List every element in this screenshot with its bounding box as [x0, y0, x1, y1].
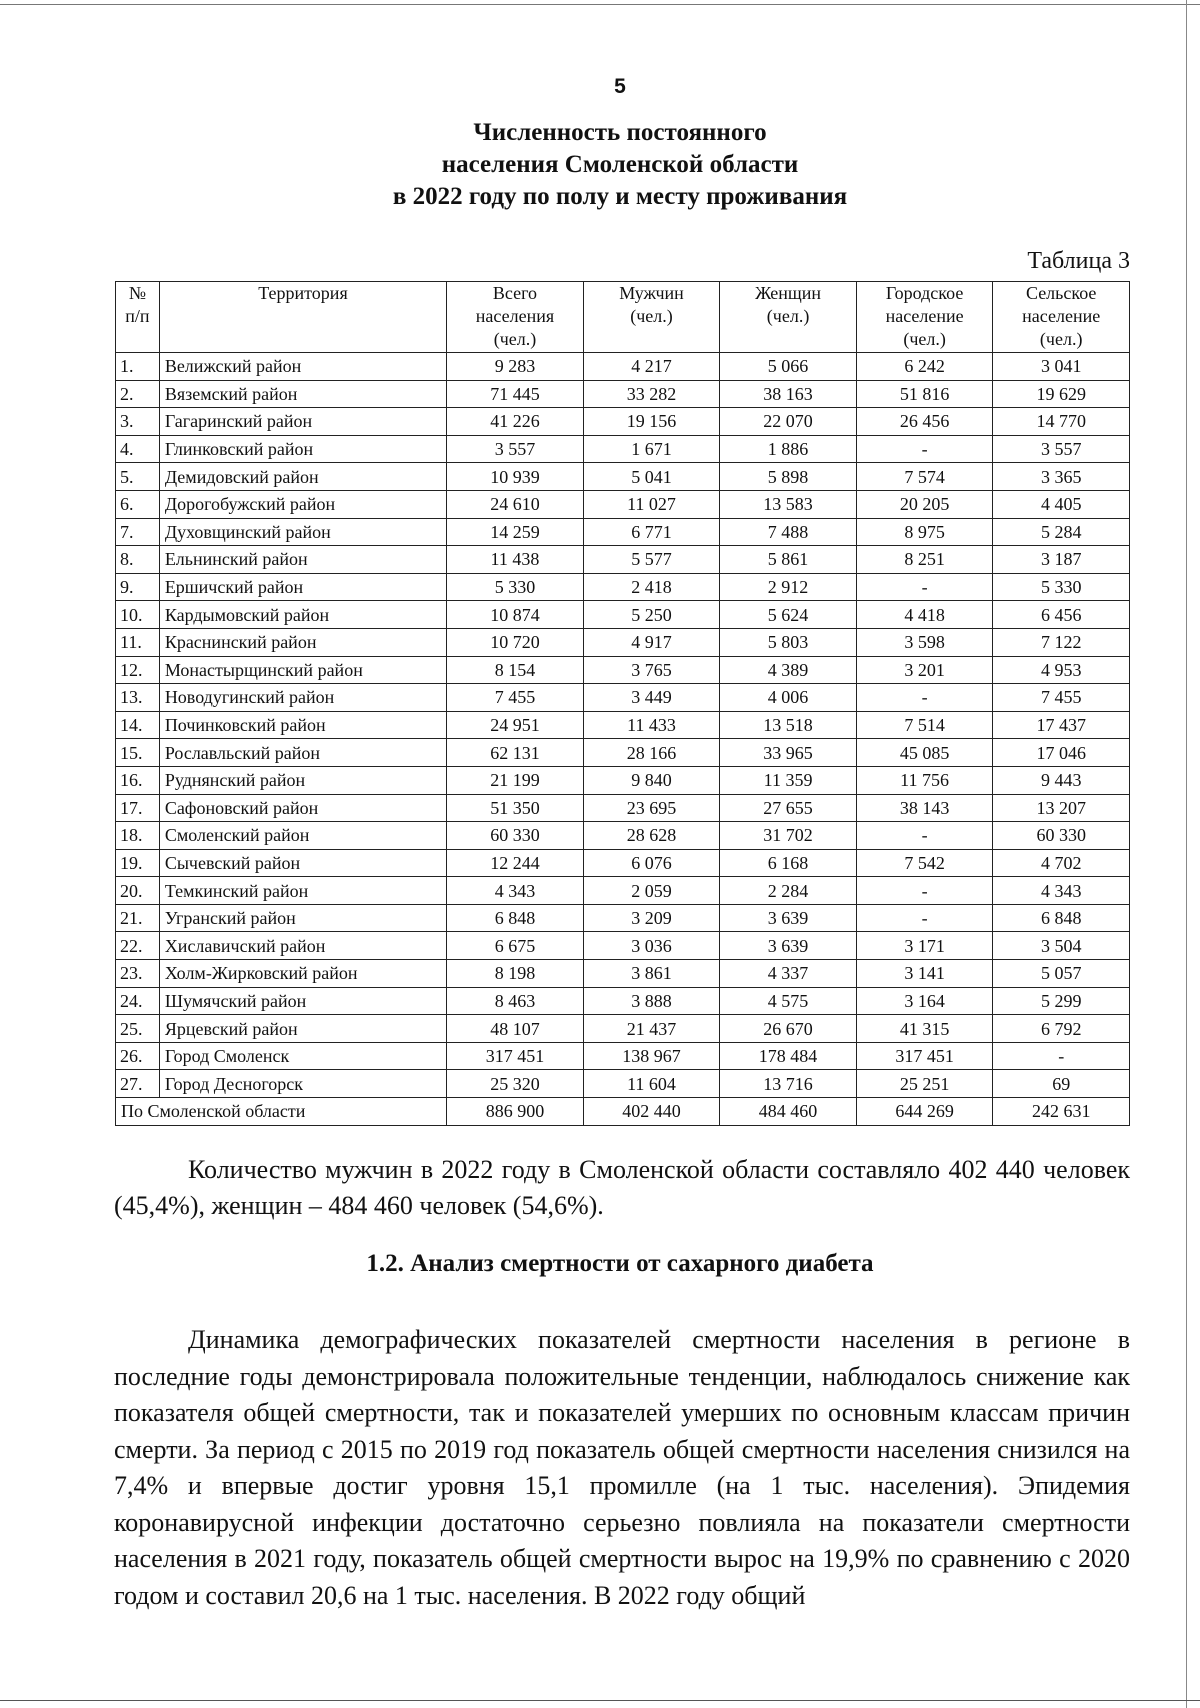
cell-value: 2 418: [583, 573, 720, 601]
territory-name: Смоленский район: [159, 822, 446, 850]
header-text: население: [1022, 306, 1101, 326]
territory-name: Вяземский район: [159, 380, 446, 408]
header-text: населения: [475, 306, 555, 326]
row-number: 22.: [116, 932, 160, 960]
scan-right-edge: [1186, 0, 1187, 1708]
header-text: Всего: [492, 283, 538, 303]
cell-value: 6 848: [447, 904, 584, 932]
cell-value: 6 675: [447, 932, 584, 960]
total-label: По Смоленской области: [116, 1098, 447, 1126]
table-row: [116, 932, 1130, 960]
cell-value: 5 861: [720, 546, 857, 574]
territory-name: Сычевский район: [159, 849, 446, 877]
cell-value: 178 484: [720, 1042, 857, 1070]
cell-value: 5 803: [720, 628, 857, 656]
cell-value: 5 250: [583, 601, 720, 629]
territory-name: Починковский район: [159, 711, 446, 739]
territory-name: Шумячский район: [159, 987, 446, 1015]
header-rural: [993, 282, 1130, 353]
cell-value: 5 577: [583, 546, 720, 574]
header-territory: [159, 282, 446, 353]
total-value: 886 900: [447, 1098, 584, 1126]
territory-name: Глинковский район: [159, 435, 446, 463]
cell-value: -: [856, 822, 993, 850]
title-line: населения Смоленской области: [441, 151, 799, 178]
row-number: 11.: [116, 628, 160, 656]
cell-value: 19 629: [993, 380, 1130, 408]
cell-value: 4 343: [993, 877, 1130, 905]
table-row: [116, 1015, 1130, 1043]
header-text: №: [128, 283, 146, 303]
header-men: [583, 282, 720, 353]
cell-value: 1 886: [720, 435, 857, 463]
cell-value: 27 655: [720, 794, 857, 822]
cell-value: 4 405: [993, 490, 1130, 518]
cell-value: 7 455: [447, 684, 584, 712]
table-row: [116, 766, 1130, 794]
cell-value: 9 443: [993, 766, 1130, 794]
table-row: [116, 656, 1130, 684]
cell-value: 11 604: [583, 1070, 720, 1098]
cell-value: 3 041: [993, 353, 1130, 381]
cell-value: 51 816: [856, 380, 993, 408]
table-row: [116, 463, 1130, 491]
header-text: (чел.): [903, 329, 946, 349]
table-row: [116, 490, 1130, 518]
table-row: [116, 822, 1130, 850]
cell-value: 3 598: [856, 628, 993, 656]
table-row: [116, 739, 1130, 767]
cell-value: 21 437: [583, 1015, 720, 1043]
cell-value: 24 951: [447, 711, 584, 739]
row-number: 7.: [116, 518, 160, 546]
territory-name: Духовщинский район: [159, 518, 446, 546]
territory-name: Новодугинский район: [159, 684, 446, 712]
page-number: 5: [614, 75, 626, 98]
cell-value: 6 168: [720, 849, 857, 877]
row-number: 20.: [116, 877, 160, 905]
title-line: в 2022 году по полу и месту проживания: [392, 183, 848, 210]
territory-name: Демидовский район: [159, 463, 446, 491]
cell-value: 3 861: [583, 960, 720, 988]
cell-value: -: [856, 435, 993, 463]
cell-value: 3 141: [856, 960, 993, 988]
table-body: [116, 353, 1130, 1098]
table-title: [0, 117, 1200, 213]
cell-value: 13 716: [720, 1070, 857, 1098]
row-number: 26.: [116, 1042, 160, 1070]
cell-value: 14 259: [447, 518, 584, 546]
cell-value: 8 198: [447, 960, 584, 988]
cell-value: 10 874: [447, 601, 584, 629]
row-number: 13.: [116, 684, 160, 712]
row-number: 6.: [116, 490, 160, 518]
cell-value: 10 939: [447, 463, 584, 491]
cell-value: 3 449: [583, 684, 720, 712]
section-heading: 1.2. Анализ смертности от сахарного диабета: [366, 1250, 874, 1277]
table-caption: Таблица 3: [1027, 248, 1130, 274]
territory-name: Монастырщинский район: [159, 656, 446, 684]
cell-value: 1 671: [583, 435, 720, 463]
cell-value: 23 695: [583, 794, 720, 822]
cell-value: 317 451: [447, 1042, 584, 1070]
cell-value: -: [856, 877, 993, 905]
cell-value: 20 205: [856, 490, 993, 518]
table-row: [116, 546, 1130, 574]
cell-value: 4 575: [720, 987, 857, 1015]
cell-value: 41 226: [447, 408, 584, 436]
total-value: 484 460: [720, 1098, 857, 1126]
cell-value: 26 456: [856, 408, 993, 436]
header-num: [116, 282, 160, 353]
scan-bottom-edge: [0, 1700, 1200, 1701]
row-number: 27.: [116, 1070, 160, 1098]
cell-value: 9 840: [583, 766, 720, 794]
cell-value: 2 912: [720, 573, 857, 601]
cell-value: 8 251: [856, 546, 993, 574]
cell-value: 7 574: [856, 463, 993, 491]
table-row: [116, 353, 1130, 381]
cell-value: -: [856, 573, 993, 601]
territory-name: Рославльский район: [159, 739, 446, 767]
cell-value: 5 330: [993, 573, 1130, 601]
territory-name: Ельнинский район: [159, 546, 446, 574]
row-number: 15.: [116, 739, 160, 767]
header-text: (чел.): [766, 306, 810, 326]
cell-value: 6 771: [583, 518, 720, 546]
territory-name: Руднянский район: [159, 766, 446, 794]
cell-value: 51 350: [447, 794, 584, 822]
row-number: 4.: [116, 435, 160, 463]
cell-value: 6 242: [856, 353, 993, 381]
territory-name: Дорогобужский район: [159, 490, 446, 518]
cell-value: 48 107: [447, 1015, 584, 1043]
cell-value: 25 251: [856, 1070, 993, 1098]
cell-value: 9 283: [447, 353, 584, 381]
header-text: Сельское: [1025, 283, 1097, 303]
header-text: Городское: [885, 283, 964, 303]
table-header-row: [116, 282, 1130, 353]
cell-value: 17 437: [993, 711, 1130, 739]
cell-value: 11 359: [720, 766, 857, 794]
table-row: [116, 794, 1130, 822]
cell-value: 7 488: [720, 518, 857, 546]
row-number: 21.: [116, 904, 160, 932]
cell-value: 6 792: [993, 1015, 1130, 1043]
population-table: [115, 281, 1130, 1126]
cell-value: 3 201: [856, 656, 993, 684]
row-number: 5.: [116, 463, 160, 491]
cell-value: 12 244: [447, 849, 584, 877]
cell-value: 13 207: [993, 794, 1130, 822]
header-total: [447, 282, 584, 353]
cell-value: 7 455: [993, 684, 1130, 712]
row-number: 9.: [116, 573, 160, 601]
cell-value: 33 965: [720, 739, 857, 767]
cell-value: 6 076: [583, 849, 720, 877]
cell-value: 11 433: [583, 711, 720, 739]
territory-name: Краснинский район: [159, 628, 446, 656]
table-row: [116, 408, 1130, 436]
cell-value: 2 059: [583, 877, 720, 905]
cell-value: 24 610: [447, 490, 584, 518]
cell-value: 25 320: [447, 1070, 584, 1098]
territory-name: Ярцевский район: [159, 1015, 446, 1043]
cell-value: -: [856, 684, 993, 712]
row-number: 24.: [116, 987, 160, 1015]
table-row: [116, 877, 1130, 905]
paragraph-gender-summary: [114, 1152, 1130, 1224]
cell-value: 5 041: [583, 463, 720, 491]
cell-value: 5 624: [720, 601, 857, 629]
cell-value: 4 917: [583, 628, 720, 656]
cell-value: 28 628: [583, 822, 720, 850]
cell-value: 28 166: [583, 739, 720, 767]
territory-name: Холм-Жирковский район: [159, 960, 446, 988]
cell-value: 5 299: [993, 987, 1130, 1015]
cell-value: 33 282: [583, 380, 720, 408]
title-line: Численность постоянного: [473, 119, 767, 146]
cell-value: 5 330: [447, 573, 584, 601]
cell-value: 21 199: [447, 766, 584, 794]
cell-value: 4 389: [720, 656, 857, 684]
cell-value: 8 463: [447, 987, 584, 1015]
territory-name: Город Смоленск: [159, 1042, 446, 1070]
header-text: население: [885, 306, 964, 326]
table-row: [116, 380, 1130, 408]
table-row: [116, 573, 1130, 601]
cell-value: 3 557: [447, 435, 584, 463]
table-total-row: [116, 1098, 1130, 1126]
header-urban: [856, 282, 993, 353]
header-text: (чел.): [1039, 329, 1083, 349]
paragraph-text: Количество мужчин в 2022 году в Смоленской области составляло 402 440 человек (45,4%), женщин – 484 460 человек (54,6%).: [114, 1155, 1130, 1220]
cell-value: 26 670: [720, 1015, 857, 1043]
cell-value: 11 438: [447, 546, 584, 574]
territory-name: Угранский район: [159, 904, 446, 932]
cell-value: 60 330: [447, 822, 584, 850]
table-row: [116, 684, 1130, 712]
territory-name: Город Десногорск: [159, 1070, 446, 1098]
paragraph-mortality: Динамика демографических показателей смертности населения в регионе в последние годы демонстрировала положительные тенденции, наблюдалось снижение как показателя общей смертности, так и показателей умерших по основным классам причин смерти. За период с 2015 по 2019 год показатель общей смертности населения снизился на 7,4% и впервые достиг уровня 15,1 промилле (на 1 тыс. населения). Эпидемия коронавирусной инфекции достаточно серьезно повлияла на показатели смертности населения в 2021 году, показатель общей смертности вырос на 19,9% по сравнению с 2020 годом и составил 20,6 на 1 тыс. населения. В 2022 году общий: [114, 1325, 1130, 1610]
territory-name: Кардымовский район: [159, 601, 446, 629]
cell-value: 4 953: [993, 656, 1130, 684]
row-number: 25.: [116, 1015, 160, 1043]
cell-value: 3 765: [583, 656, 720, 684]
cell-value: 8 154: [447, 656, 584, 684]
cell-value: 8 975: [856, 518, 993, 546]
cell-value: 4 217: [583, 353, 720, 381]
table-row: [116, 960, 1130, 988]
cell-value: 5 898: [720, 463, 857, 491]
cell-value: 7 514: [856, 711, 993, 739]
table-row: [116, 435, 1130, 463]
table-row: [116, 1070, 1130, 1098]
cell-value: 71 445: [447, 380, 584, 408]
cell-value: 3 164: [856, 987, 993, 1015]
table-row: [116, 1042, 1130, 1070]
cell-value: 3 557: [993, 435, 1130, 463]
header-women: [720, 282, 857, 353]
cell-value: 3 171: [856, 932, 993, 960]
cell-value: 31 702: [720, 822, 857, 850]
cell-value: 6 456: [993, 601, 1130, 629]
cell-value: 3 888: [583, 987, 720, 1015]
total-value: 402 440: [583, 1098, 720, 1126]
header-text: п/п: [125, 306, 150, 326]
cell-value: 3 209: [583, 904, 720, 932]
cell-value: 317 451: [856, 1042, 993, 1070]
cell-value: 5 066: [720, 353, 857, 381]
cell-value: 4 343: [447, 877, 584, 905]
cell-value: 19 156: [583, 408, 720, 436]
row-number: 14.: [116, 711, 160, 739]
cell-value: 7 122: [993, 628, 1130, 656]
territory-name: Гагаринский район: [159, 408, 446, 436]
cell-value: 4 006: [720, 684, 857, 712]
cell-value: 11 756: [856, 766, 993, 794]
cell-value: 45 085: [856, 739, 993, 767]
territory-name: Хиславичский район: [159, 932, 446, 960]
header-text: Территория: [258, 283, 348, 303]
scan-top-edge: [0, 4, 1200, 5]
cell-value: 11 027: [583, 490, 720, 518]
row-number: 12.: [116, 656, 160, 684]
table-row: [116, 518, 1130, 546]
total-value: 644 269: [856, 1098, 993, 1126]
cell-value: 10 720: [447, 628, 584, 656]
row-number: 23.: [116, 960, 160, 988]
header-text: (чел.): [630, 306, 673, 326]
total-value: 242 631: [993, 1098, 1130, 1126]
cell-value: 22 070: [720, 408, 857, 436]
cell-value: 3 187: [993, 546, 1130, 574]
cell-value: 17 046: [993, 739, 1130, 767]
table-row: [116, 987, 1130, 1015]
table-row: [116, 904, 1130, 932]
cell-value: 6 848: [993, 904, 1130, 932]
row-number: 19.: [116, 849, 160, 877]
cell-value: 4 418: [856, 601, 993, 629]
cell-value: 60 330: [993, 822, 1130, 850]
cell-value: 138 967: [583, 1042, 720, 1070]
row-number: 16.: [116, 766, 160, 794]
cell-value: 3 036: [583, 932, 720, 960]
cell-value: 13 583: [720, 490, 857, 518]
territory-name: Велижский район: [159, 353, 446, 381]
table-row: [116, 711, 1130, 739]
row-number: 10.: [116, 601, 160, 629]
cell-value: 62 131: [447, 739, 584, 767]
cell-value: 3 639: [720, 932, 857, 960]
cell-value: 3 365: [993, 463, 1130, 491]
row-number: 8.: [116, 546, 160, 574]
header-text: (чел.): [493, 329, 537, 349]
territory-name: Ершичский район: [159, 573, 446, 601]
row-number: 18.: [116, 822, 160, 850]
row-number: 1.: [116, 353, 160, 381]
cell-value: 3 639: [720, 904, 857, 932]
cell-value: 4 337: [720, 960, 857, 988]
header-text: Женщин: [755, 283, 822, 303]
territory-name: Темкинский район: [159, 877, 446, 905]
cell-value: 3 504: [993, 932, 1130, 960]
cell-value: -: [993, 1042, 1130, 1070]
cell-value: 38 163: [720, 380, 857, 408]
row-number: 17.: [116, 794, 160, 822]
header-text: Мужчин: [619, 283, 684, 303]
cell-value: 38 143: [856, 794, 993, 822]
cell-value: 7 542: [856, 849, 993, 877]
row-number: 3.: [116, 408, 160, 436]
row-number: 2.: [116, 380, 160, 408]
table-row: [116, 628, 1130, 656]
cell-value: -: [856, 904, 993, 932]
cell-value: 5 057: [993, 960, 1130, 988]
table-row: [116, 601, 1130, 629]
cell-value: 14 770: [993, 408, 1130, 436]
cell-value: 69: [993, 1070, 1130, 1098]
cell-value: 41 315: [856, 1015, 993, 1043]
territory-name: Сафоновский район: [159, 794, 446, 822]
cell-value: 5 284: [993, 518, 1130, 546]
cell-value: 2 284: [720, 877, 857, 905]
cell-value: 4 702: [993, 849, 1130, 877]
cell-value: 13 518: [720, 711, 857, 739]
table-row: [116, 849, 1130, 877]
